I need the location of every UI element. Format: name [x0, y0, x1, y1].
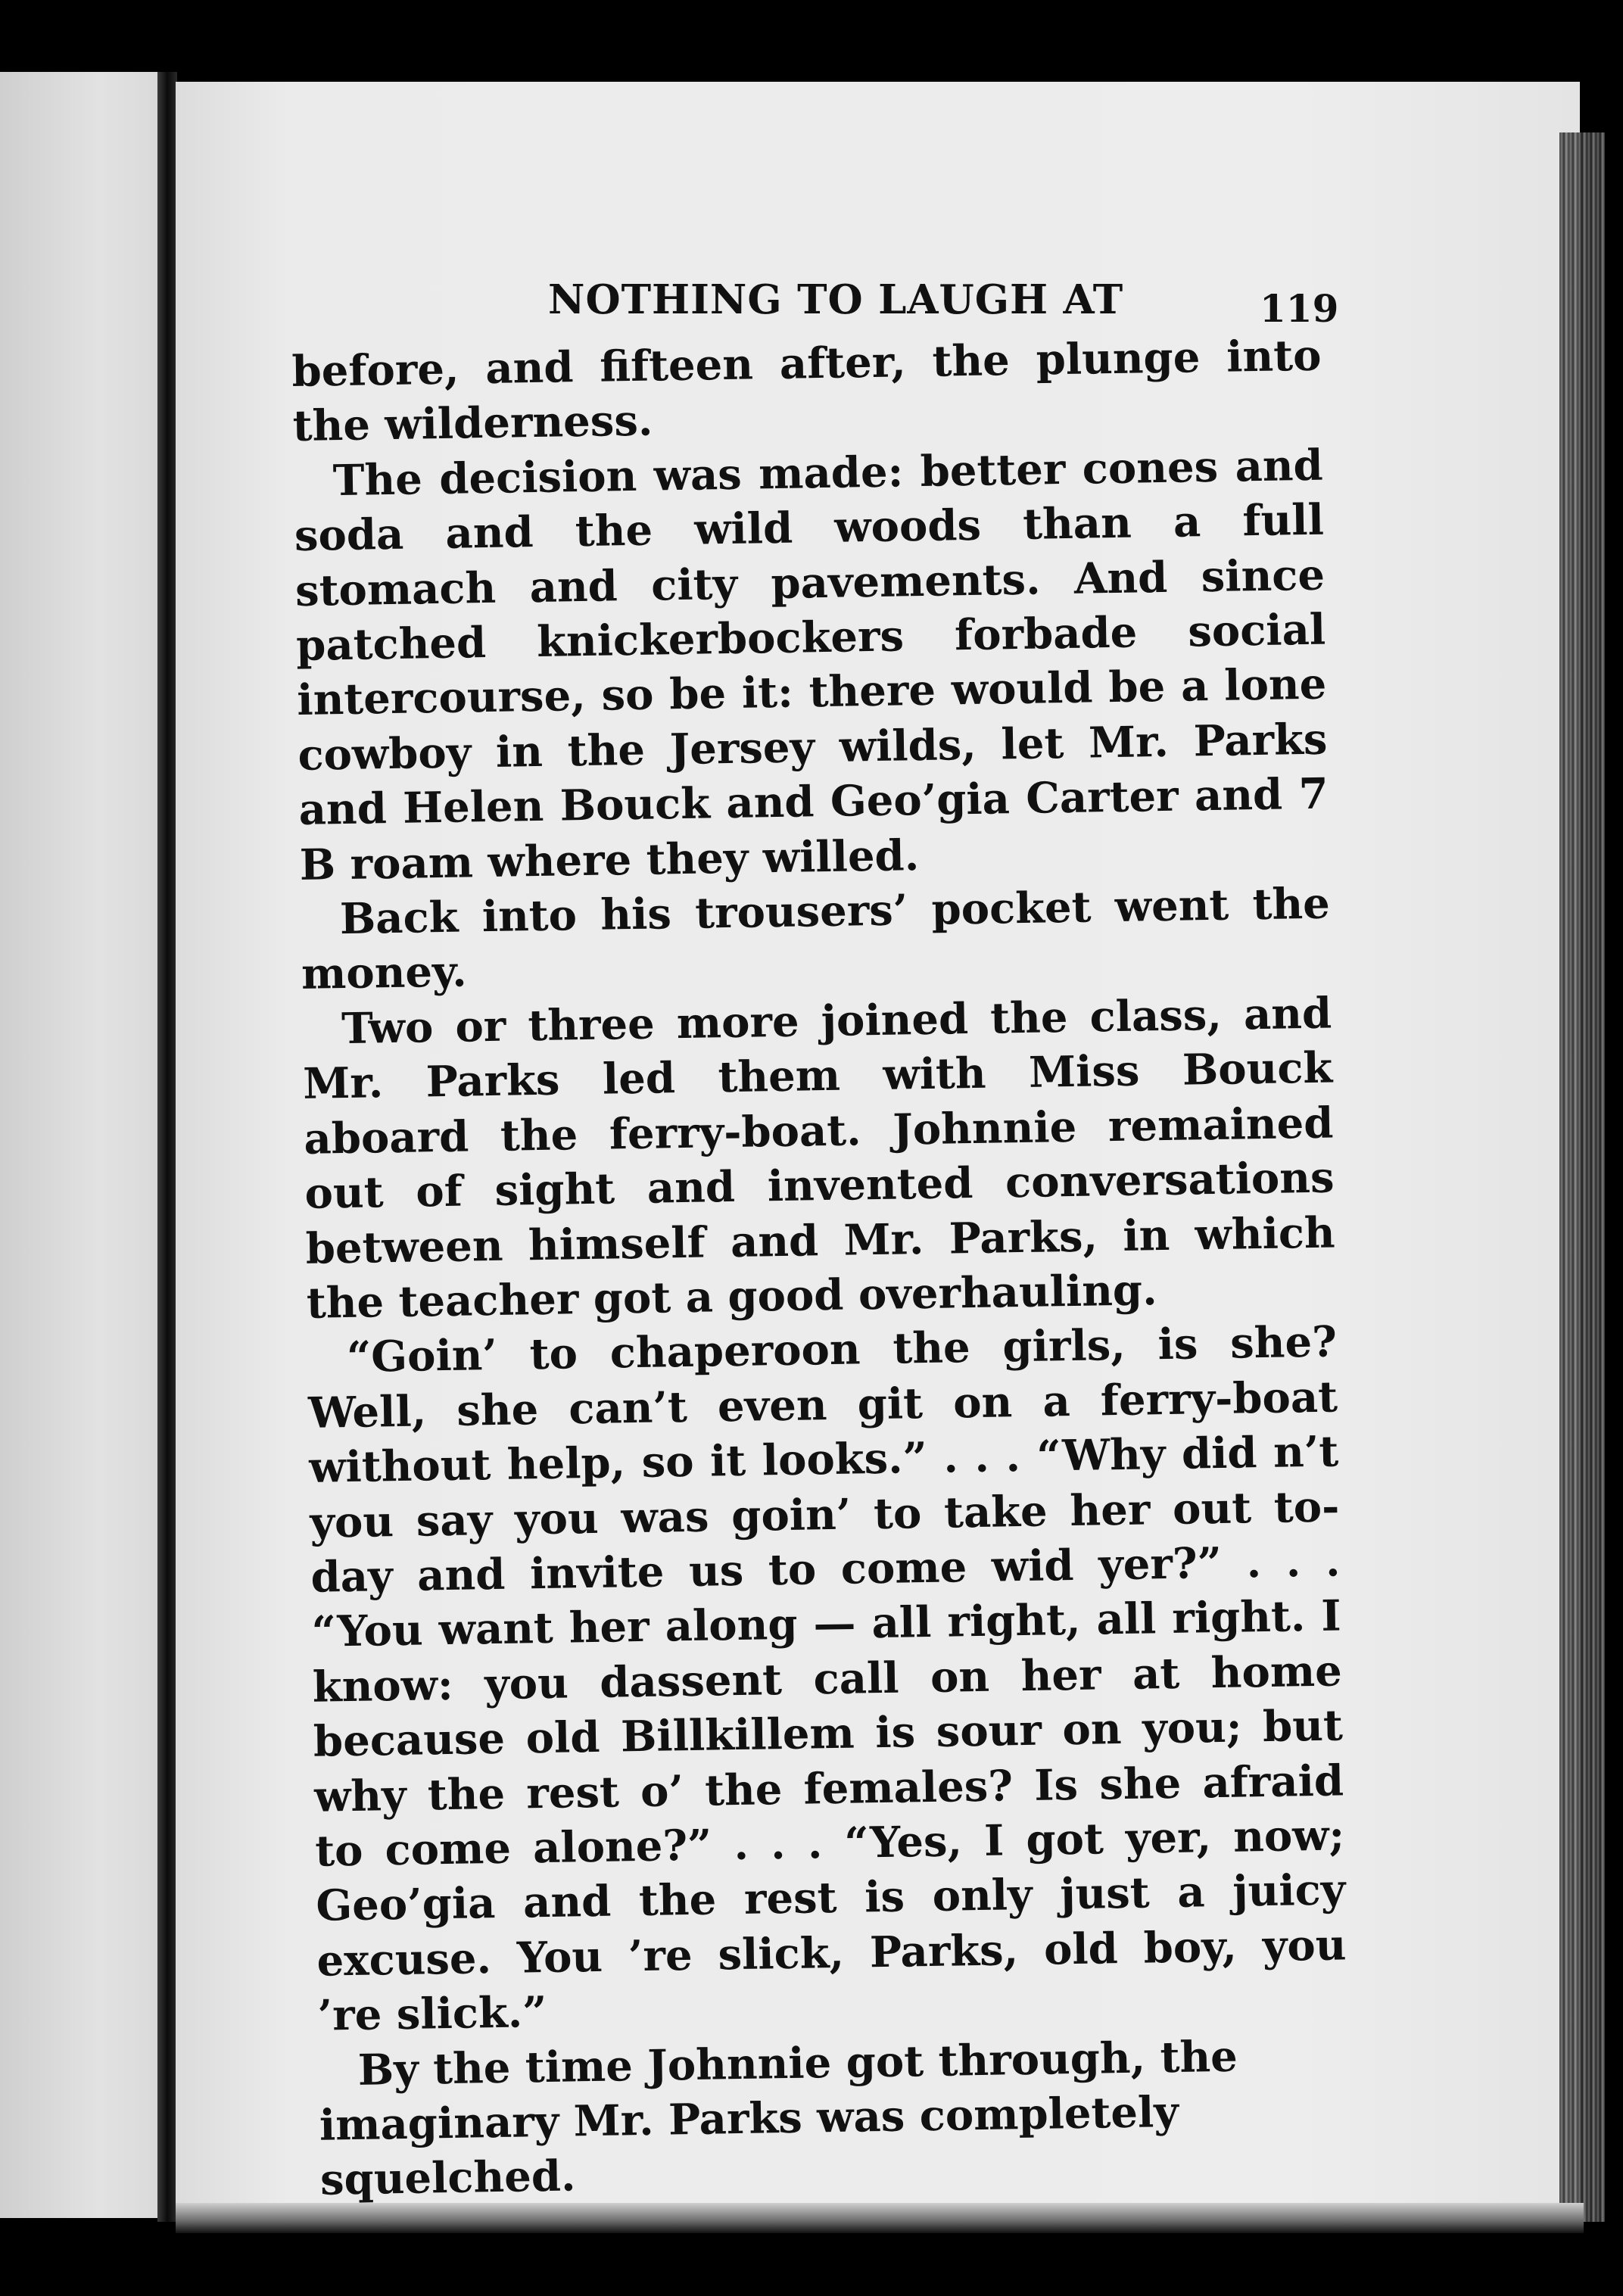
- paragraph: Two or three more joined the class, and Mr. Parks led them with Miss Bouck aboard the ferry-boat. Johnnie remained out of sight and invented conversations between himself and Mr. Parks, in which the teacher got a good overhauling.: [302, 988, 1336, 1329]
- paragraph: before, and fifteen after, the plunge into the wilderness.: [291, 330, 1322, 452]
- book-gutter: [157, 72, 177, 2222]
- page-bottom-shadow: [176, 2203, 1584, 2233]
- paragraph: “Goin’ to chaperoon the girls, is she? Well, she can’t even git on a ferry-boat without help, so it looks.” . . . “Why did n’t you say you was goin’ to take her out to-day and invite us to come wid yer?” . . . “You want her along — all right, all right. I know: you dassent call on her at home because old Billkillem is sour on you; but why the rest o’ the females? Is she afraid to come alone?” . . . “Yes, I got yer, now; Geo’gia and the rest is only just a juicy excuse. You ’re slick, Parks, old boy, you ’re slick.”: [307, 1316, 1347, 2041]
- running-head: NOTHING TO LAUGH AT: [548, 276, 1124, 323]
- page-edges-stack: [1559, 132, 1605, 2222]
- page-number: 119: [1260, 286, 1339, 331]
- facing-page-edge: [0, 72, 165, 2218]
- paragraph: Back into his trousers’ pocket went the money.: [301, 878, 1331, 1000]
- body-text: [291, 329, 1350, 2208]
- paragraph: The decision was made: better cones and soda and the wild woods than a full stomach and city pavements. And since patched knickerbockers forbade social intercourse, so be it: there would be a lone cowboy in the Jersey wilds, let Mr. Parks and Helen Bouck and Geo’gia Carter and 7 B roam where they willed.: [294, 440, 1329, 890]
- paragraph: By the time Johnnie got through, the imaginary Mr. Parks was completely squelched.: [319, 2031, 1238, 2206]
